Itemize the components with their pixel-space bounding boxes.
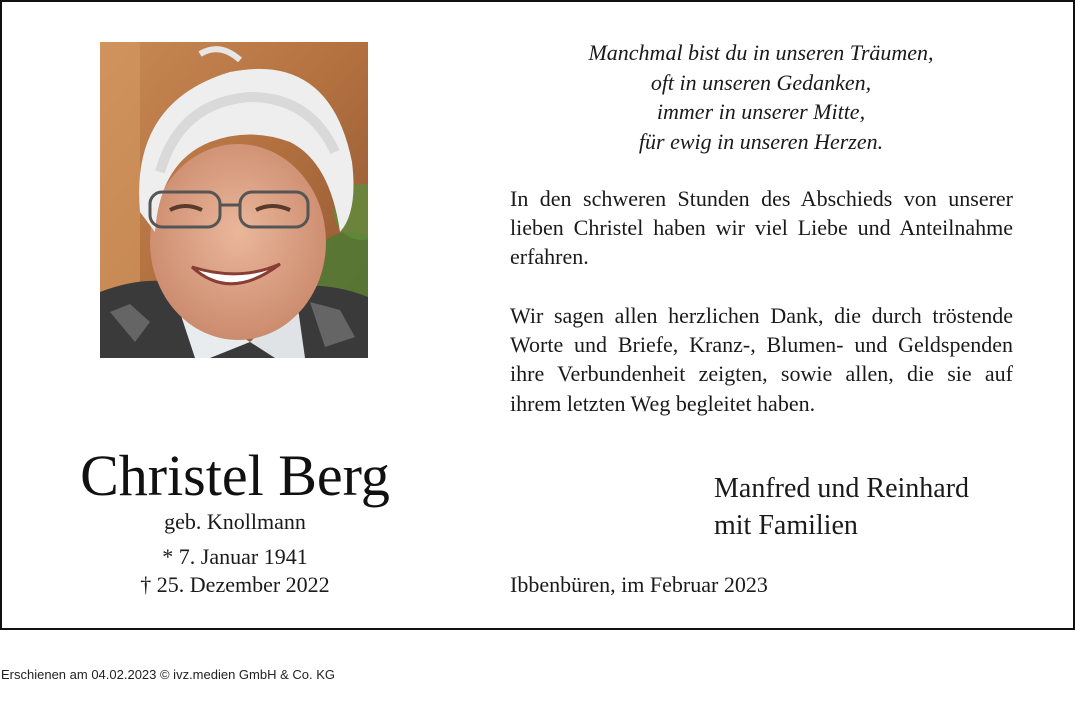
poem bbox=[510, 38, 1012, 156]
birth-date: * 7. Januar 1941 bbox=[162, 544, 308, 569]
poem-line: immer in unserer Mitte, bbox=[656, 99, 866, 124]
thanks-paragraph-1: In den schweren Stunden des Abschieds von unserer lieben Christel haben wir viel Liebe und Anteilnahme erfahren. bbox=[510, 186, 1013, 270]
poem-line: oft in unseren Gedanken, bbox=[650, 69, 872, 95]
birth-name: geb. Knollmann bbox=[164, 509, 306, 534]
signer-line: Manfred und Reinhard bbox=[714, 473, 970, 504]
publication-footer: Erschienen am 04.02.2023 © ivz.medien GmbH & Co. KG bbox=[1, 667, 336, 682]
thanks-paragraph-2: Wir sagen allen herzlichen Dank, die durch tröstende Worte und Briefe, Kranz-, Blumen- und Geldspenden ihre Verbundenheit zeigten, sowie allen, die sie auf ihrem letzten Weg begleitet haben. bbox=[510, 303, 1013, 416]
place-date: Ibbenbüren, im Februar 2023 bbox=[510, 572, 768, 597]
poem-line: für ewig in unseren Herzen. bbox=[638, 128, 884, 154]
portrait-photo bbox=[100, 42, 368, 358]
signer-line: mit Familien bbox=[714, 510, 858, 541]
poem-line: Manchmal bist du in unseren Träumen, bbox=[588, 40, 934, 65]
deceased-name: Christel Berg bbox=[80, 443, 390, 508]
portrait-image bbox=[100, 42, 368, 358]
death-date: † 25. Dezember 2022 bbox=[140, 572, 330, 597]
signers bbox=[714, 470, 969, 544]
